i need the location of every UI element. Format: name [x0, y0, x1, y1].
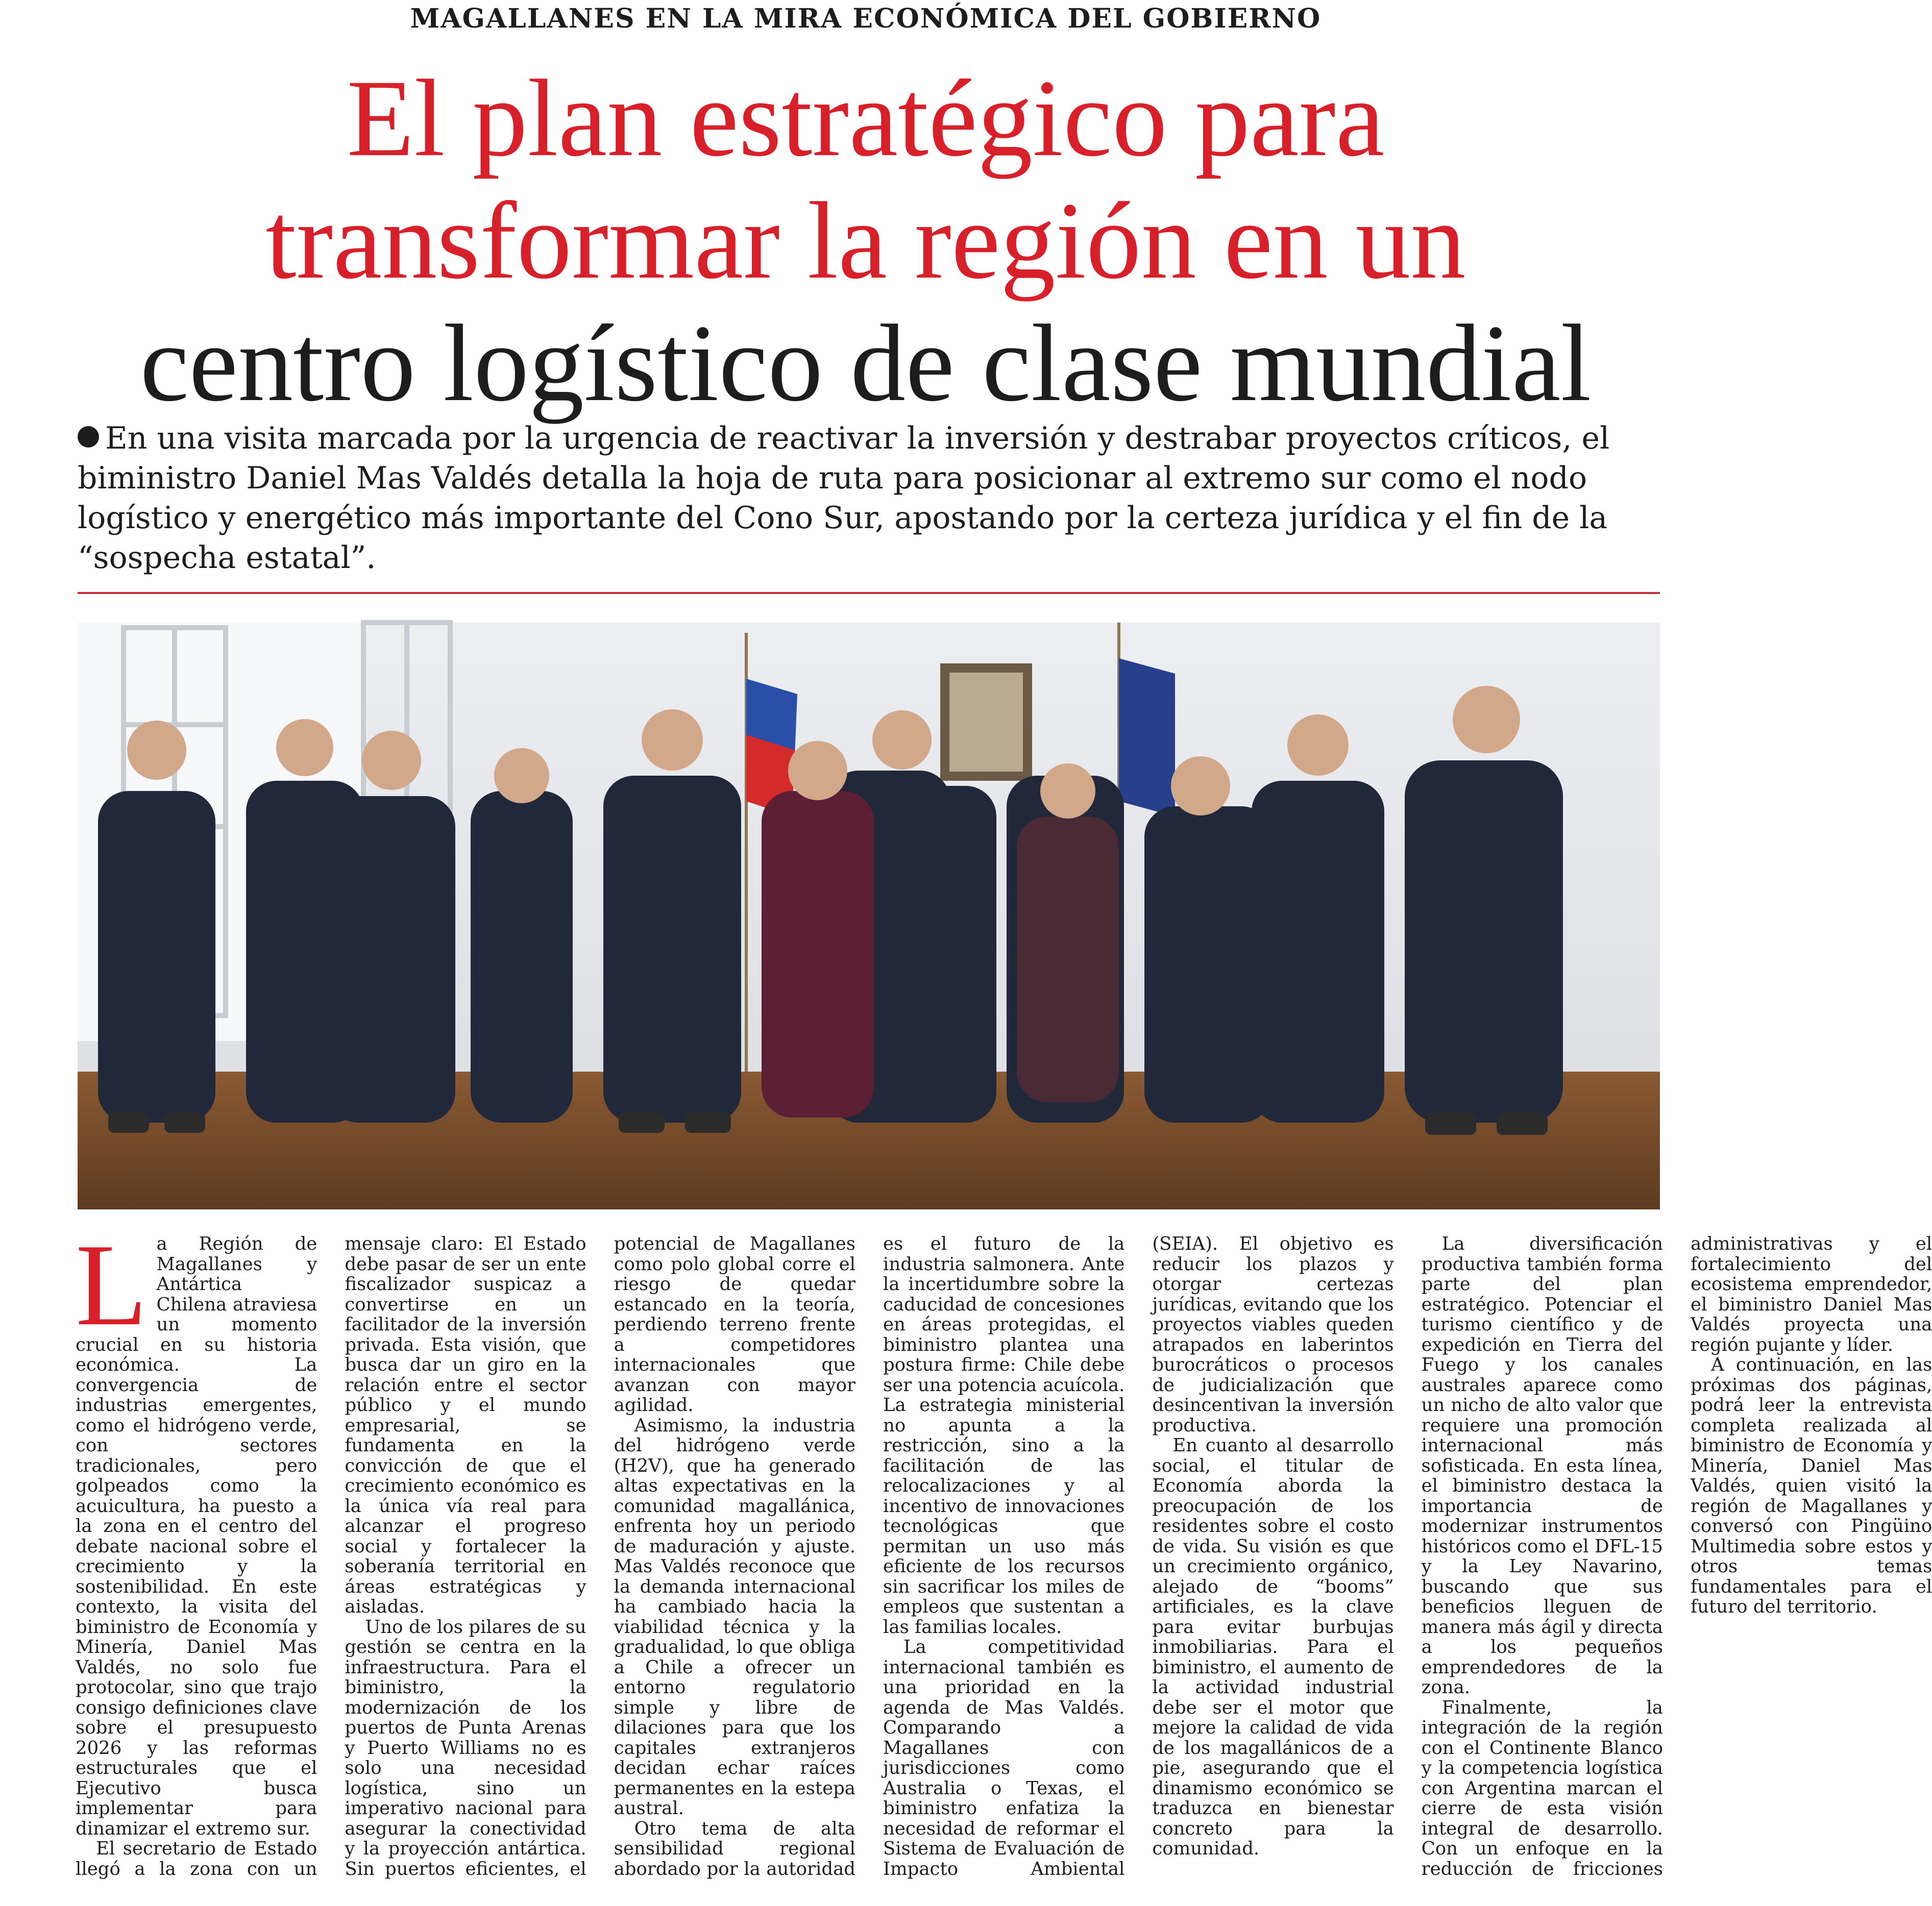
headline-line-2: transformar la región en un: [265, 180, 1466, 302]
group-photo: [78, 623, 1660, 1209]
paragraph-3: Uno de los pilares de su gestión se centra en la infraestructura. Para el biministro, la modernización de los puertos de Punta Arenas y Puerto Williams no es solo una necesidad logística, sino un imperativo nacional para asegurar la conectividad y la proyección antártica. Sin puertos eficientes, el potencial de Magallanes como polo global corre el riesgo de quedar estancado en la teoría, perdiendo terreno frente a competidores internacionales que avanzan con mayor agilidad.: [345, 1233, 855, 1879]
article-body: [76, 1220, 1932, 1892]
lede: [78, 418, 1660, 578]
headline-line-3: centro logístico de clase mundial: [140, 302, 1592, 424]
group-photo-icon: [78, 623, 1660, 1209]
paragraph-10: A continuación, en las próximas dos páginas, podrá leer la entrevista completa realizada al biministro de Economía y Minería, Daniel Mas Valdés, quien visitó la región de Magallanes y conversó con Pingüino Multimedia sobre estos y otros temas fundamentales para el futuro del territorio.: [1690, 1354, 1932, 1617]
paragraph-5: Otro tema de alta sensibilidad regional abordado por la autoridad es el futuro de la industria salmonera. Ante la incertidumbre sobre la caducidad de concesiones en áreas protegidas, el biministro plantea una postura firme: Chile debe ser una potencia acuícola. La estrategia ministerial no apunta a la restricción, sino a la facilitación de las relocalizaciones y al incentivo de innovaciones tecnológicas que permitan un uso más eficiente de los recursos sin sacrificar los miles de empleos que sustentan a las familias locales.: [614, 1233, 1125, 1879]
paragraph-4: Asimismo, la industria del hidrógeno verde (H2V), que ha generado altas expectativas en la comunidad magallánica, enfrenta hoy un periodo de maduración y ajuste. Mas Valdés reconoce que la demanda internacional ha cambiado hacia la viabilidad técnica y la gradualidad, lo que obliga a Chile a ofrecer un entorno regulatorio simple y libre de dilaciones para que los capitales extranjeros decidan echar raíces permanentes en la estepa austral.: [614, 1415, 855, 1819]
paragraph-9: Finalmente, la integración de la región con el Continente Blanco y la competencia logística con Argentina marcan el cierre de esta visión integral de desarrollo. Con un enfoque en la reducción de fricciones administrativas y el fortalecimiento del ecosistema emprendedor, el biministro Daniel Mas Valdés proyecta una región pujante y líder.: [1421, 1233, 1932, 1879]
paragraph-2: El secretario de Estado llegó a la zona con un mensaje claro: El Estado debe pasar de ser un ente fiscalizador suspicaz a convertirse en un facilitador de la inversión privada. Esta visión, que busca dar un giro en la relación entre el sector público y el mundo empresarial, se fundamenta en la convicción de que el crecimiento económico es la única vía real para alcanzar el progreso social y fortalecer la soberanía territorial en áreas estratégicas y aisladas.: [76, 1233, 586, 1879]
paragraph-1: La Región de Magallanes y Antártica Chilena atraviesa un momento crucial en su historia económica. La convergencia de industrias emergentes, como el hidrógeno verde, con sectores tradicionales, pero golpeados como la acuicultura, ha puesto a la zona en el centro del debate nacional sobre el crecimiento y la sostenibilidad. En este contexto, la visita del biministro de Economía y Minería, Daniel Mas Valdés, no solo fue protocolar, sino que trajo consigo definiciones clave sobre el presupuesto 2026 y las reformas estructurales que el Ejecutivo busca implementar para dinamizar el extremo sur.: [76, 1220, 317, 1839]
paragraph-6: La competitividad internacional también es una prioridad en la agenda de Mas Valdés. Comparando a Magallanes con jurisdicciones como Australia o Texas, el biministro enfatiza la necesidad de reformar el Sistema de Evaluación de Impacto Ambiental (SEIA). El objetivo es reducir los plazos y otorgar certezas jurídicas, evitando que los proyectos viables queden atrapados en laberintos burocráticos o procesos de judicialización que desincentivan la inversión productiva.: [883, 1233, 1394, 1879]
kicker: MAGALLANES EN LA MIRA ECONÓMICA DEL GOBIERNO: [410, 3, 1322, 34]
dropcap: L: [76, 1220, 148, 1350]
paragraph-7: En cuanto al desarrollo social, el titular de Economía aborda la preocupación de los residentes sobre el costo de vida. Su visión es que un crecimiento orgánico, alejado de “booms” artificiales, es la clave para evitar burbujas inmobiliarias. Para el biministro, el aumento de la actividad industrial debe ser el motor que mejore la calidad de vida de los magallánicos de a pie, asegurando que el dinamismo económico se traduzca en bienestar concreto para la comunidad.: [1152, 1435, 1394, 1859]
paragraph-8: La diversificación productiva también forma parte del plan estratégico. Potenciar el turismo científico y de expedición en Tierra del Fuego y los canales australes aparece como un nicho de alto valor que requiere una promoción internacional más sofisticada. En esta línea, el biministro destaca la importancia de modernizar instrumentos históricos como el DFL-15 y la Ley Navarino, buscando que sus beneficios lleguen de manera más ágil y directa a los pequeños emprendedores de la zona.: [1421, 1233, 1663, 1698]
headline-line-1: El plan estratégico para: [347, 57, 1385, 179]
headline: [0, 57, 1731, 425]
lede-text: En una visita marcada por la urgencia de reactivar la inversión y destrabar proyectos críticos, el biministro Daniel Mas Valdés detalla la hoja de ruta para posicionar al extremo sur como el nodo logístico y energético más importante del Cono Sur, apostando por la certeza jurídica y el fin de la “sospecha estatal”.: [78, 420, 1610, 576]
bullet-icon: [78, 426, 99, 448]
divider-rule: [78, 592, 1660, 594]
